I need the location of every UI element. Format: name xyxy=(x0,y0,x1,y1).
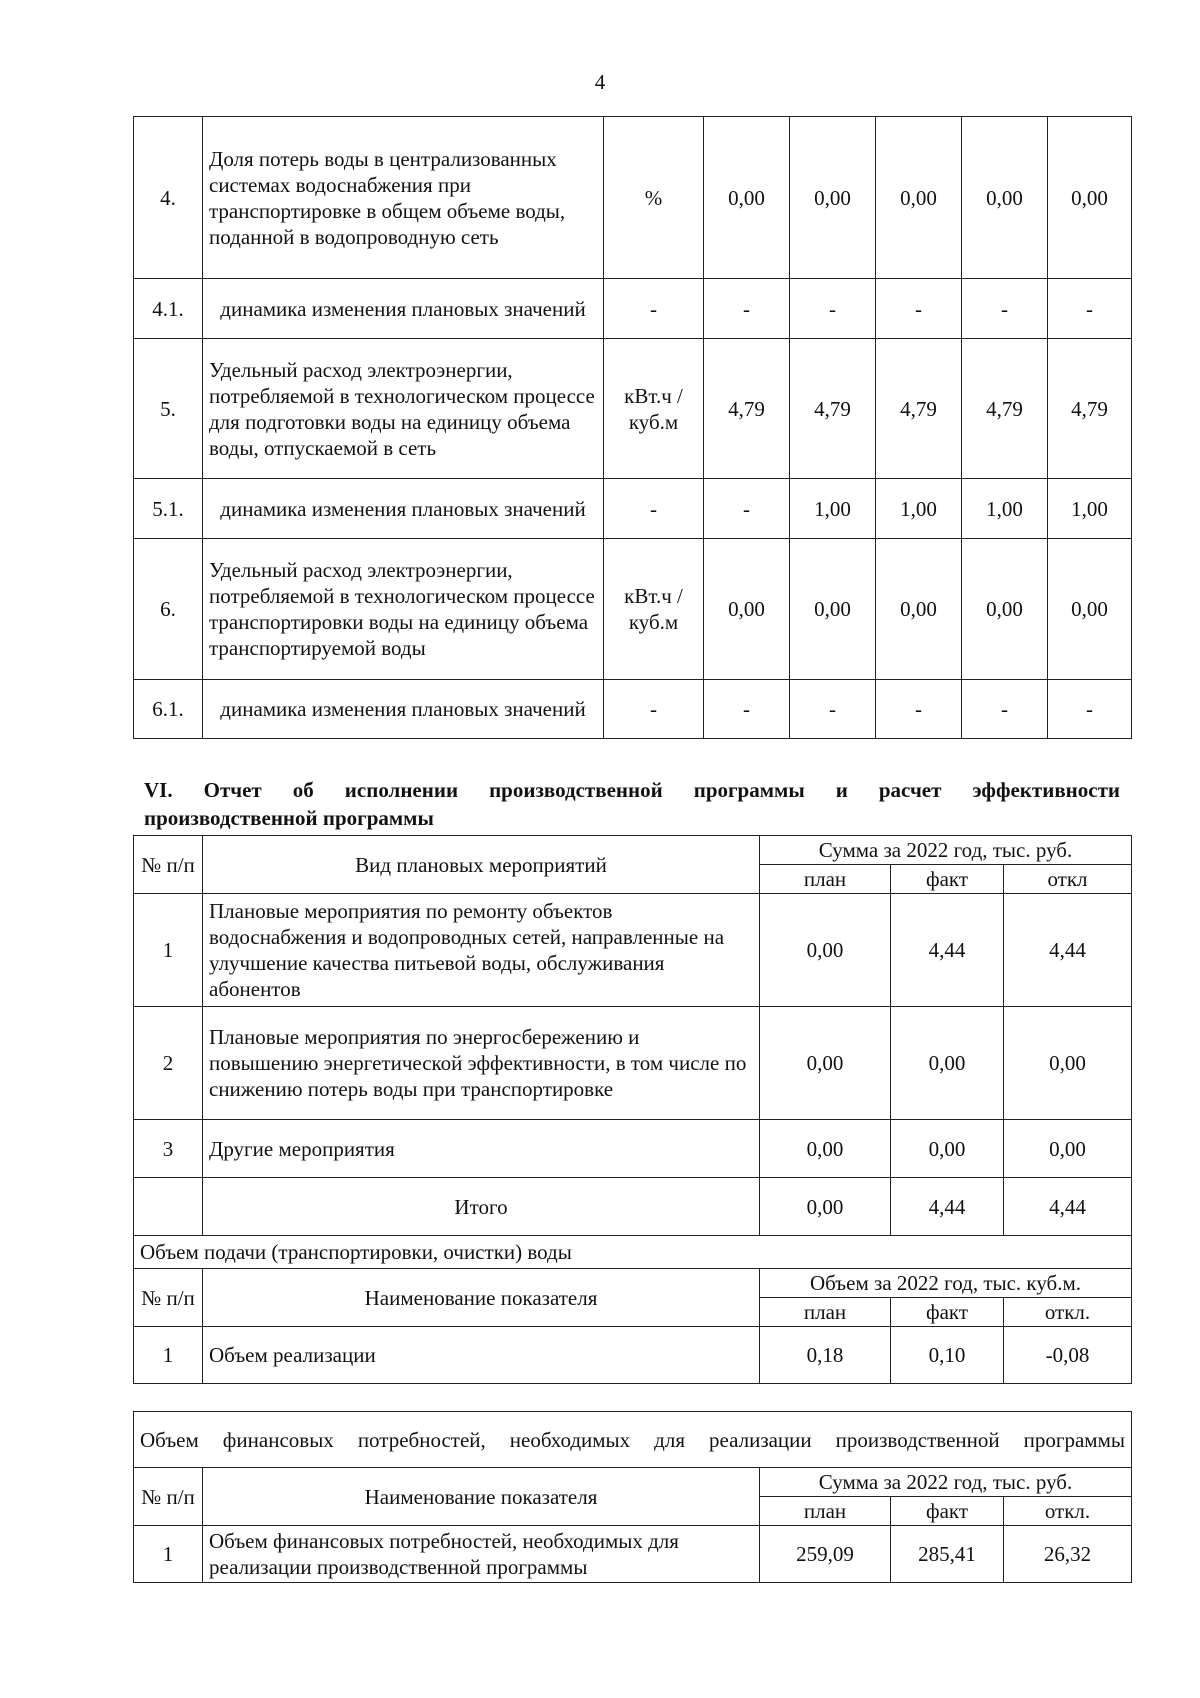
row-number: 4. xyxy=(134,117,203,279)
value-cell: - xyxy=(790,680,876,739)
section-title-line2: производственной программы xyxy=(144,806,434,830)
empty-cell xyxy=(134,1178,203,1236)
table-row xyxy=(134,1327,1132,1384)
value-cell: - xyxy=(1048,680,1132,739)
value-cell: - xyxy=(704,479,790,539)
value-cell: 1,00 xyxy=(790,479,876,539)
indicator-name: Удельный расход электроэнергии, потребляемой в технологическом процессе транспортировки воды на единицу объема транспортируемой воды xyxy=(203,539,604,680)
value-cell: - xyxy=(876,279,962,339)
table-row xyxy=(134,117,1132,279)
activity-name: Плановые мероприятия по ремонту объектов водоснабжения и водопроводных сетей, направленные на улучшение качества питьевой воды, обслуживания абонентов xyxy=(203,894,760,1007)
value-cell: 0,00 xyxy=(704,539,790,680)
row-number: 5.1. xyxy=(134,479,203,539)
col-header-name: Вид плановых мероприятий xyxy=(203,836,760,894)
col-header-sum: Сумма за 2022 год, тыс. руб. xyxy=(760,836,1132,865)
section-title-line1: VI. Отчет об исполнении производственной программы и расчет эффективности xyxy=(144,778,1120,802)
deviation-cell: 26,32 xyxy=(1004,1526,1132,1583)
financial-caption xyxy=(134,1412,1132,1468)
program-report-table xyxy=(133,835,1132,1384)
row-number: 3 xyxy=(134,1120,203,1178)
row-number: 2 xyxy=(134,1007,203,1120)
col-header-fact: факт xyxy=(891,1298,1004,1327)
value-cell: 4,79 xyxy=(790,339,876,479)
plan-cell: 0,00 xyxy=(760,894,891,1007)
deviation-cell: 0,00 xyxy=(1004,1120,1132,1178)
row-number: 6.1. xyxy=(134,680,203,739)
value-cell: 0,00 xyxy=(876,539,962,680)
col-header-volume: Объем за 2022 год, тыс. куб.м. xyxy=(760,1269,1132,1298)
col-header-number: № п/п xyxy=(134,1468,203,1526)
section-title xyxy=(144,776,1120,832)
deviation-cell: 0,00 xyxy=(1004,1007,1132,1120)
value-cell: 0,00 xyxy=(962,539,1048,680)
indicator-name: Объем финансовых потребностей, необходимых для реализации производственной программы xyxy=(203,1526,760,1583)
value-cell: 0,00 xyxy=(962,117,1048,279)
value-cell: 1,00 xyxy=(962,479,1048,539)
col-header-deviation: откл. xyxy=(1004,1497,1132,1526)
plan-cell: 0,18 xyxy=(760,1327,891,1384)
row-number: 1 xyxy=(134,1327,203,1384)
financial-needs-table xyxy=(133,1411,1132,1583)
value-cell: 1,00 xyxy=(1048,479,1132,539)
caption-row xyxy=(134,1236,1132,1269)
fact-cell: 0,00 xyxy=(891,1007,1004,1120)
col-header-deviation: откл. xyxy=(1004,1298,1132,1327)
value-cell: 0,00 xyxy=(790,117,876,279)
indicator-name: динамика изменения плановых значений xyxy=(203,479,604,539)
value-cell: 1,00 xyxy=(876,479,962,539)
value-cell: - xyxy=(704,680,790,739)
col-header-fact: факт xyxy=(891,1497,1004,1526)
row-number: 4.1. xyxy=(134,279,203,339)
value-cell: 0,00 xyxy=(1048,117,1132,279)
unit-cell: - xyxy=(604,279,704,339)
col-header-plan: план xyxy=(760,865,891,894)
value-cell: - xyxy=(704,279,790,339)
indicator-name: динамика изменения плановых значений xyxy=(203,279,604,339)
total-row xyxy=(134,1178,1132,1236)
table-row xyxy=(134,479,1132,539)
value-cell: 4,79 xyxy=(962,339,1048,479)
table-row xyxy=(134,1120,1132,1178)
value-cell: 0,00 xyxy=(704,117,790,279)
fact-cell: 285,41 xyxy=(891,1526,1004,1583)
value-cell: 4,79 xyxy=(876,339,962,479)
unit-cell: % xyxy=(604,117,704,279)
table-row xyxy=(134,1007,1132,1120)
page-number: 4 xyxy=(594,70,606,94)
indicator-name: Удельный расход электроэнергии, потребляемой в технологическом процессе для подготовки воды на единицу объема воды, отпускаемой в сеть xyxy=(203,339,604,479)
value-cell: - xyxy=(1048,279,1132,339)
unit-cell: кВт.ч / куб.м xyxy=(604,339,704,479)
col-header-name: Наименование показателя xyxy=(203,1468,760,1526)
row-number: 1 xyxy=(134,1526,203,1583)
col-header-sum: Сумма за 2022 год, тыс. руб. xyxy=(760,1468,1132,1497)
plan-cell: 0,00 xyxy=(760,1120,891,1178)
total-plan: 0,00 xyxy=(760,1178,891,1236)
activity-name: Другие мероприятия xyxy=(203,1120,760,1178)
caption-row xyxy=(134,1412,1132,1468)
header-row xyxy=(134,836,1132,865)
table-row xyxy=(134,279,1132,339)
table-row xyxy=(134,539,1132,680)
col-header-plan: план xyxy=(760,1497,891,1526)
value-cell: - xyxy=(962,279,1048,339)
volume-caption: Объем подачи (транспортировки, очистки) воды xyxy=(134,1236,1132,1269)
table-row xyxy=(134,1526,1132,1583)
indicator-name: Объем реализации xyxy=(203,1327,760,1384)
fact-cell: 0,00 xyxy=(891,1120,1004,1178)
col-header-name: Наименование показателя xyxy=(203,1269,760,1327)
col-header-plan: план xyxy=(760,1298,891,1327)
value-cell: 4,79 xyxy=(704,339,790,479)
col-header-number: № п/п xyxy=(134,1269,203,1327)
value-cell: 0,00 xyxy=(1048,539,1132,680)
value-cell: 0,00 xyxy=(790,539,876,680)
value-cell: 4,79 xyxy=(1048,339,1132,479)
plan-cell: 259,09 xyxy=(760,1526,891,1583)
row-number: 5. xyxy=(134,339,203,479)
total-label: Итого xyxy=(203,1178,760,1236)
financial-caption-text: Объем финансовых потребностей, необходимых для реализации производственной программы xyxy=(140,1427,1125,1452)
table-row xyxy=(134,339,1132,479)
deviation-cell: -0,08 xyxy=(1004,1327,1132,1384)
fact-cell: 4,44 xyxy=(891,894,1004,1007)
indicators-table xyxy=(133,116,1132,739)
plan-cell: 0,00 xyxy=(760,1007,891,1120)
col-header-fact: факт xyxy=(891,865,1004,894)
unit-cell: кВт.ч / куб.м xyxy=(604,539,704,680)
header-row xyxy=(134,1468,1132,1497)
value-cell: 0,00 xyxy=(876,117,962,279)
row-number: 6. xyxy=(134,539,203,680)
total-fact: 4,44 xyxy=(891,1178,1004,1236)
unit-cell: - xyxy=(604,479,704,539)
header-row xyxy=(134,1269,1132,1298)
total-deviation: 4,44 xyxy=(1004,1178,1132,1236)
fact-cell: 0,10 xyxy=(891,1327,1004,1384)
value-cell: - xyxy=(876,680,962,739)
table-row xyxy=(134,894,1132,1007)
unit-cell: - xyxy=(604,680,704,739)
col-header-deviation: откл xyxy=(1004,865,1132,894)
col-header-number: № п/п xyxy=(134,836,203,894)
deviation-cell: 4,44 xyxy=(1004,894,1132,1007)
table-row xyxy=(134,680,1132,739)
indicator-name: Доля потерь воды в централизованных системах водоснабжения при транспортировке в общем объеме воды, поданной в водопроводную сеть xyxy=(203,117,604,279)
row-number: 1 xyxy=(134,894,203,1007)
indicator-name: динамика изменения плановых значений xyxy=(203,680,604,739)
value-cell: - xyxy=(962,680,1048,739)
value-cell: - xyxy=(790,279,876,339)
activity-name: Плановые мероприятия по энергосбережению и повышению энергетической эффективности, в том числе по снижению потерь воды при транспортировке xyxy=(203,1007,760,1120)
